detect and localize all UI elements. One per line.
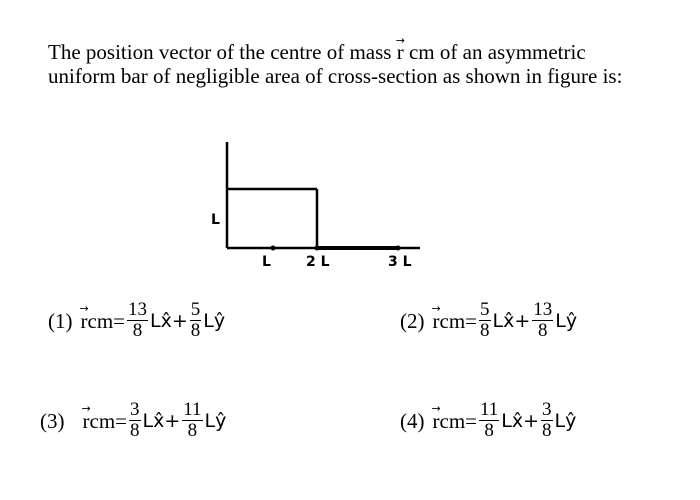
- y-denominator: 8: [542, 420, 552, 441]
- option-number: (3): [40, 408, 65, 433]
- y-fraction: [182, 400, 202, 441]
- x-denominator: 8: [130, 420, 140, 441]
- y-fraction: [532, 300, 553, 341]
- tick-dot-L: [271, 246, 276, 251]
- y-numerator: 13: [533, 299, 553, 320]
- x-fraction: [479, 400, 499, 441]
- side-label-L: L: [211, 212, 220, 228]
- vector-r-symbol: → r: [397, 40, 404, 64]
- bar-figure-svg: [200, 135, 430, 275]
- tick-dot-2L: [315, 246, 320, 251]
- y-numerator: 11: [183, 399, 202, 420]
- y-unit: Lŷ: [204, 409, 227, 432]
- x-unit: Lx̂+: [142, 409, 181, 432]
- x-unit: Lx̂+: [492, 309, 531, 332]
- x-denominator: 8: [132, 320, 143, 341]
- option-number: (1): [48, 308, 73, 333]
- x-fraction: [129, 400, 141, 441]
- x-numerator: 13: [128, 299, 147, 320]
- y-fraction: [190, 300, 202, 341]
- tick-label-L: L: [262, 254, 271, 270]
- tick-label-2L: 2 L: [306, 254, 330, 270]
- option-lhs: → rcm=: [81, 309, 126, 333]
- option-1[interactable]: [48, 300, 225, 341]
- x-unit: Lx̂+: [150, 309, 188, 332]
- tick-dot-3L: [396, 246, 401, 251]
- option-lhs: → rcm=: [433, 409, 478, 433]
- x-numerator: 3: [130, 399, 140, 420]
- y-denominator: 8: [187, 420, 198, 441]
- option-number: (4): [400, 408, 425, 433]
- y-unit: Lŷ: [203, 309, 226, 332]
- option-lhs: → rcm=: [433, 309, 478, 333]
- x-denominator: 8: [484, 420, 494, 441]
- x-fraction: [479, 300, 491, 341]
- y-fraction: [541, 400, 553, 441]
- y-unit: Lŷ: [555, 309, 578, 332]
- x-numerator: 11: [480, 399, 499, 420]
- option-number: (2): [400, 308, 425, 333]
- x-unit: Lx̂+: [501, 409, 540, 432]
- option-4[interactable]: [400, 400, 576, 441]
- y-unit: Lŷ: [554, 409, 577, 432]
- question-text-before: The position vector of the centre of mass: [48, 40, 397, 64]
- x-numerator: 5: [480, 299, 490, 320]
- y-numerator: 5: [190, 299, 201, 320]
- bar-figure: [200, 135, 430, 275]
- option-lhs: → rcm=: [83, 409, 128, 433]
- option-3[interactable]: [40, 400, 226, 441]
- x-fraction: [127, 300, 148, 341]
- y-numerator: 3: [542, 399, 552, 420]
- question-text-after: cm of an asymmetric uniform bar of negligible area of cross-section as shown in figure is:: [48, 40, 623, 88]
- tick-label-3L: 3 L: [388, 254, 412, 270]
- x-denominator: 8: [480, 320, 490, 341]
- question-text: [48, 40, 658, 88]
- y-denominator: 8: [538, 320, 548, 341]
- y-denominator: 8: [190, 320, 201, 341]
- option-2[interactable]: [400, 300, 577, 341]
